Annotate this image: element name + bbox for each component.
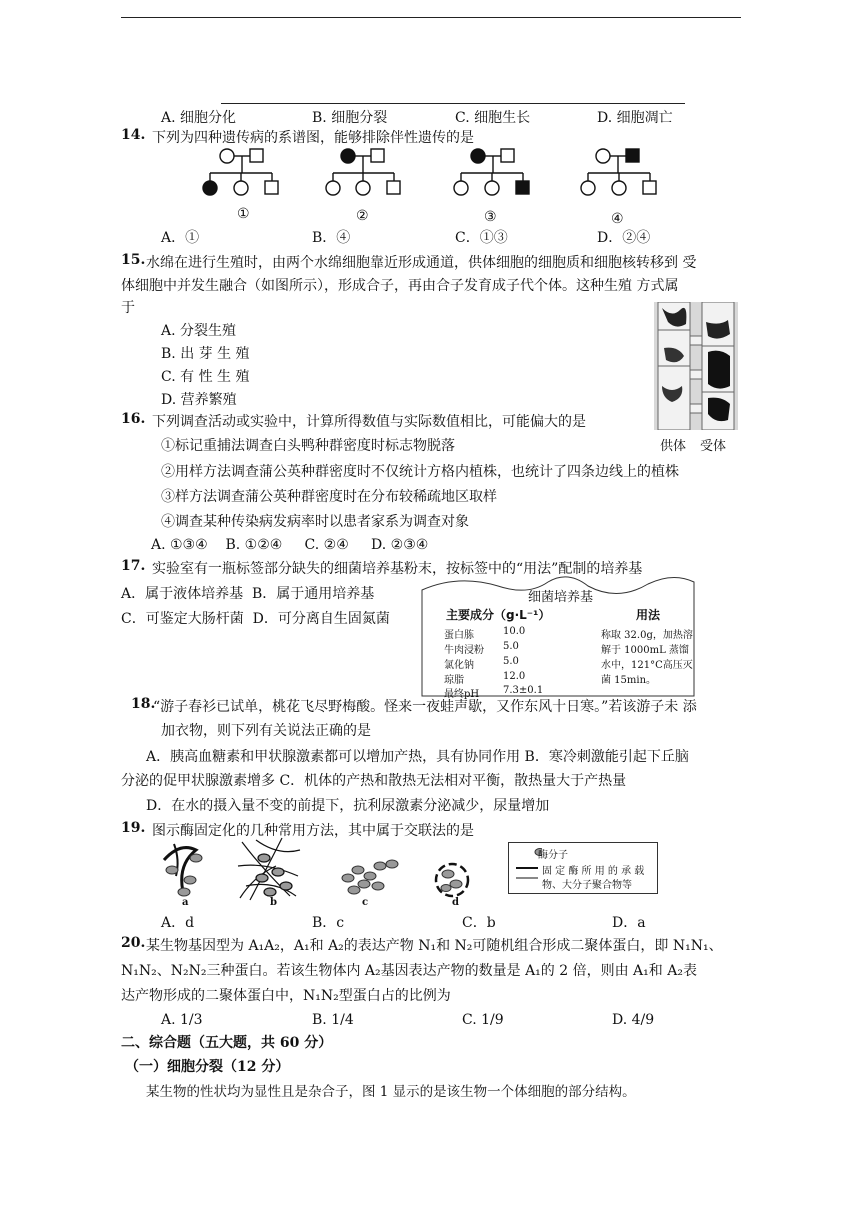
q20-line-2: N₁N₂、N₂N₂三种蛋白。若该生物体内 A₂基因表达产物的数量是 A₁的 2 倍，则由 A₁和 A₂表 <box>121 963 697 979</box>
pedigree-label-1: ① <box>237 206 250 222</box>
medium-ingredient-value: 12.0 <box>503 671 526 682</box>
medium-ingredient-name: 牛肉浸粉 <box>444 645 484 656</box>
q16-stem: 下列调查活动或实验中，计算所得数值与实际数值相比，可能偏大的是 <box>152 414 586 430</box>
q17-stem: 实验室有一瓶标签部分缺失的细菌培养基粉末，按标签中的“用法”配制的培养基 <box>152 561 643 577</box>
method-a-figure <box>164 844 202 896</box>
figure-label-donor: 供体 <box>660 439 687 454</box>
pedigree-1 <box>203 149 278 195</box>
q13-top-rule <box>221 103 685 104</box>
q15-line-1: 水绵在进行生殖时，由两个水绵细胞靠近形成通道，供体细胞的细胞质和细胞核转移到 受 <box>146 255 697 271</box>
q15-option-a: A. 分裂生殖 <box>161 323 237 339</box>
q20-line-1: 某生物基因型为 A₁A₂，A₁和 A₂的表达产物 N₁和 N₂可随机组合形成二聚体蛋白，即 N₁N₁、 <box>146 938 723 954</box>
q15-number: 15. <box>121 252 146 268</box>
q19-option-d: D．a <box>612 915 646 931</box>
medium-ingredient-value: 5.0 <box>503 656 519 667</box>
pedigree-label-3: ③ <box>484 209 497 225</box>
q18-line-1: “游子春衫已试单，桃花飞尽野梅酸。怪来一夜蛙声歇，又作东风十日寒。”若该游子未 添 <box>153 699 697 715</box>
q16-item-2: ②用样方法调查蒲公英种群密度时不仅统计方格内植株，也统计了四条边线上的植株 <box>161 464 679 480</box>
q17-number: 17. <box>121 558 146 574</box>
q15-option-b: B. 出 芽 生 殖 <box>161 346 250 362</box>
medium-usage-line: 水中，121°C高压灭 <box>601 660 693 671</box>
q14-option-c: C．①③ <box>455 230 508 246</box>
pedigree-4 <box>581 149 656 195</box>
medium-label-col2-header: 用法 <box>636 608 661 622</box>
q16-item-3: ③样方法调查蒲公英种群密度时在分布较稀疏地区取样 <box>161 489 497 505</box>
q16-options: A. ①③④ B. ①②④ C. ②④ D. ②③④ <box>151 537 429 553</box>
q19-stem: 图示酶固定化的几种常用方法，其中属于交联法的是 <box>152 823 474 839</box>
section-2-intro: 某生物的性状均为显性且是杂合子，图 1 显示的是该生物一个体细胞的部分结构。 <box>146 1084 636 1100</box>
q14-stem: 下列为四种遗传病的系谱图，能够排除伴性遗传的是 <box>152 130 474 146</box>
q14-number: 14. <box>121 127 146 143</box>
q20-option-b: B. 1/4 <box>312 1012 354 1028</box>
q15-line-3: 于 <box>121 300 135 316</box>
method-label-d: d <box>452 897 459 908</box>
q14-option-b: B．④ <box>312 230 351 246</box>
enzyme-immobilization-figure <box>150 836 490 912</box>
pedigree-label-2: ② <box>356 208 369 224</box>
section-2-title: 二、综合题（五大题，共 60 分） <box>121 1035 333 1051</box>
method-d-figure <box>436 864 468 896</box>
medium-ingredient-value: 7.3±0.1 <box>503 685 544 696</box>
q18-line-5: D．在水的摄入量不变的前提下，抗利尿激素分泌减少，尿量增加 <box>146 798 550 814</box>
q19-option-b: B．c <box>312 915 345 931</box>
q16-item-1: ①标记重捕法调查白头鸭种群密度时标志物脱落 <box>161 438 455 454</box>
section-2-subtitle: （一）细胞分裂（12 分） <box>125 1059 290 1075</box>
medium-ingredient-name: 最终pH <box>444 689 480 700</box>
q18-number: 18. <box>131 696 156 712</box>
q17-options-1: A．属于液体培养基 B．属于通用培养基 <box>121 586 375 602</box>
spirogyra-conjugation-figure <box>654 302 738 430</box>
q20-option-a: A. 1/3 <box>161 1012 203 1028</box>
q18-line-3: A．胰高血糖素和甲状腺激素都可以增加产热，具有协同作用 B．寒冷刺激能引起下丘脑 <box>146 749 689 765</box>
page-top-rule <box>121 17 741 18</box>
q14-option-d: D．②④ <box>597 230 651 246</box>
pedigree-3 <box>454 149 529 195</box>
q15-line-2: 体细胞中并发生融合（如图所示），形成合子，再由合子发育成子代个体。这种生殖 方式属 <box>121 278 679 294</box>
medium-ingredient-value: 10.0 <box>503 626 526 637</box>
medium-ingredient-name: 氯化钠 <box>444 660 474 671</box>
medium-ingredient-value: 5.0 <box>503 641 519 652</box>
pedigree-2 <box>326 149 400 195</box>
q14-option-a: A．① <box>161 230 200 246</box>
legend-carrier-line-1: 固 定 酶 所 用 的 承 载 <box>542 866 645 877</box>
method-label-a: a <box>182 897 189 908</box>
q20-line-3: 达产物形成的二聚体蛋白中，N₁N₂型蛋白占的比例为 <box>121 988 451 1004</box>
medium-ingredient-name: 蛋白胨 <box>444 630 474 641</box>
q19-option-a: A．d <box>161 915 195 931</box>
medium-label-col1-header: 主要成分（g·L⁻¹） <box>446 608 551 622</box>
q15-option-d: D. 营养繁殖 <box>161 392 237 408</box>
method-label-b: b <box>270 897 277 908</box>
q13-option-a: A. 细胞分化 <box>161 110 237 126</box>
medium-ingredient-name: 琼脂 <box>444 675 464 686</box>
method-c-figure <box>342 860 398 894</box>
q16-item-4: ④调查某种传染病发病率时以患者家系为调查对象 <box>161 514 469 530</box>
q18-line-2: 加衣物，则下列有关说法正确的是 <box>161 723 371 739</box>
q16-number: 16. <box>121 411 146 427</box>
q20-option-c: C. 1/9 <box>462 1012 504 1028</box>
q20-number: 20. <box>121 935 146 951</box>
q19-number: 19. <box>121 820 146 836</box>
medium-usage-line: 称取 32.0g，加热溶 <box>601 630 693 641</box>
q20-option-d: D. 4/9 <box>612 1012 655 1028</box>
medium-label-title: 细菌培养基 <box>528 590 594 605</box>
q18-line-4: 分泌的促甲状腺激素增多 C．机体的产热和散热无法相对平衡，散热量大于产热量 <box>121 773 627 789</box>
pedigree-label-4: ④ <box>611 211 624 227</box>
legend-carrier-line-2: 物、大分子聚合物等 <box>542 880 632 891</box>
q19-option-c: C．b <box>462 915 496 931</box>
legend-enzyme-molecule: 酶分子 <box>538 850 568 861</box>
figure-label-recipient: 受体 <box>700 439 727 454</box>
q15-option-c: C. 有 性 生 殖 <box>161 369 250 385</box>
method-b-figure <box>238 838 300 900</box>
q17-options-2: C．可鉴定大肠杆菌 D．可分离自生固氮菌 <box>121 611 390 627</box>
q13-option-b: B. 细胞分裂 <box>312 110 388 126</box>
method-label-c: c <box>362 897 369 908</box>
pedigree-figures <box>190 140 670 230</box>
medium-usage-line: 解于 1000mL 蒸馏 <box>601 645 689 656</box>
medium-usage-line: 菌 15min。 <box>601 675 657 686</box>
q13-option-d: D. 细胞凋亡 <box>597 110 673 126</box>
q13-option-c: C. 细胞生长 <box>455 110 531 126</box>
